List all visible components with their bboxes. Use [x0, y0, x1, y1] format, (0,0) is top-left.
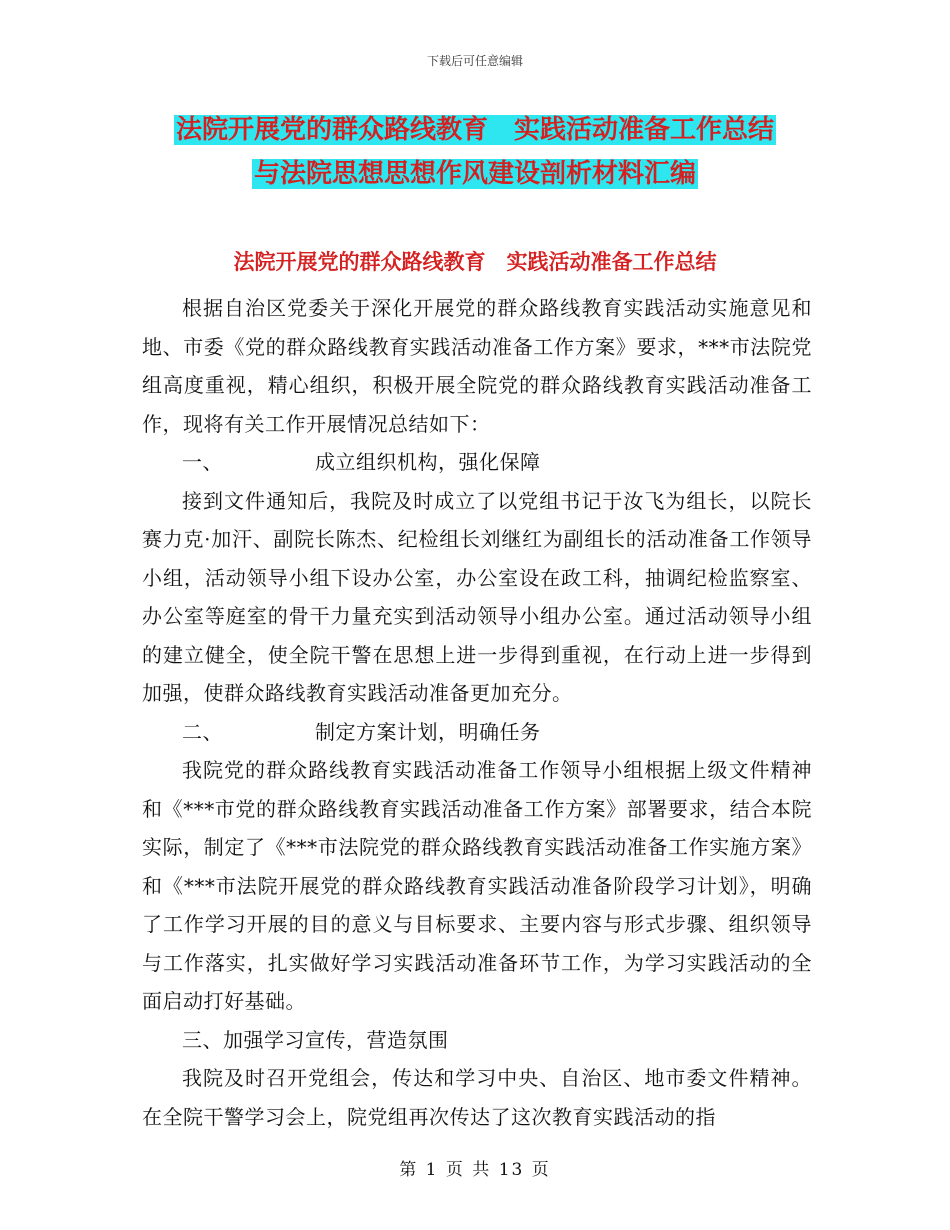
header-note: 下载后可任意编辑	[426, 54, 523, 68]
paragraph-3: 我院党的群众路线教育实践活动准备工作领导小组根据上级文件精神和《***市党的群众路线教育实践活动准备工作方案》部署要求，结合本院实际，制定了《***市法院党的群众路线教育实践活动准备工作实施方案》和《***市法院开展党的群众路线教育实践活动准备阶段学习计划》，明确了工作学习开展的目的意义与目标要求、主要内容与形式步骤、组织领导与工作落实，扎实做好学习实践活动准备环节工作，为学习实践活动的全面启动打好基础。	[142, 758, 812, 1013]
heading-1	[142, 443, 812, 482]
heading-1-number: 一、	[182, 450, 223, 474]
document-body	[142, 289, 812, 1136]
heading-1-text: 成立组织机构，强化保障	[315, 450, 541, 474]
heading-2	[142, 713, 812, 752]
title-line-1: 法院开展党的群众路线教育 实践活动准备工作总结	[175, 115, 774, 145]
section-title: 法院开展党的群众路线教育 实践活动准备工作总结	[233, 249, 717, 274]
heading-2-text: 制定方案计划，明确任务	[315, 719, 541, 744]
paragraph-4: 我院及时召开党组会，传达和学习中央、自治区、地市委文件精神。在全院干警学习会上，院党组再次传达了这次教育实践活动的指	[142, 1066, 812, 1129]
paragraph-2: 接到文件通知后，我院及时成立了以党组书记于汝飞为组长，以院长赛力克·加汗、副院长陈杰、纪检组长刘继红为副组长的活动准备工作领导小组，活动领导小组下设办公室，办公室设在政工科，抽调纪检监察室、办公室等庭室的骨干力量充实到活动领导小组办公室。通过活动领导小组的建立健全，使全院干警在思想上进一步得到重视，在行动上进一步得到加强，使群众路线教育实践活动准备更加充分。	[142, 488, 812, 705]
heading-3: 三、加强学习宣传，营造氛围	[182, 1027, 449, 1052]
page-footer: 第 1 页 共 13 页	[399, 1160, 551, 1180]
title-line-2: 与法院思想思想作风建设剖析材料汇编	[253, 159, 696, 189]
paragraph-1: 根据自治区党委关于深化开展党的群众路线教育实践活动实施意见和地、市委《党的群众路线教育实践活动准备工作方案》要求，***市法院党组高度重视，精心组织，积极开展全院党的群众路线教育实践活动准备工作，现将有关工作开展情况总结如下：	[142, 296, 812, 436]
heading-2-number: 二、	[182, 719, 223, 744]
document-title	[120, 108, 830, 196]
